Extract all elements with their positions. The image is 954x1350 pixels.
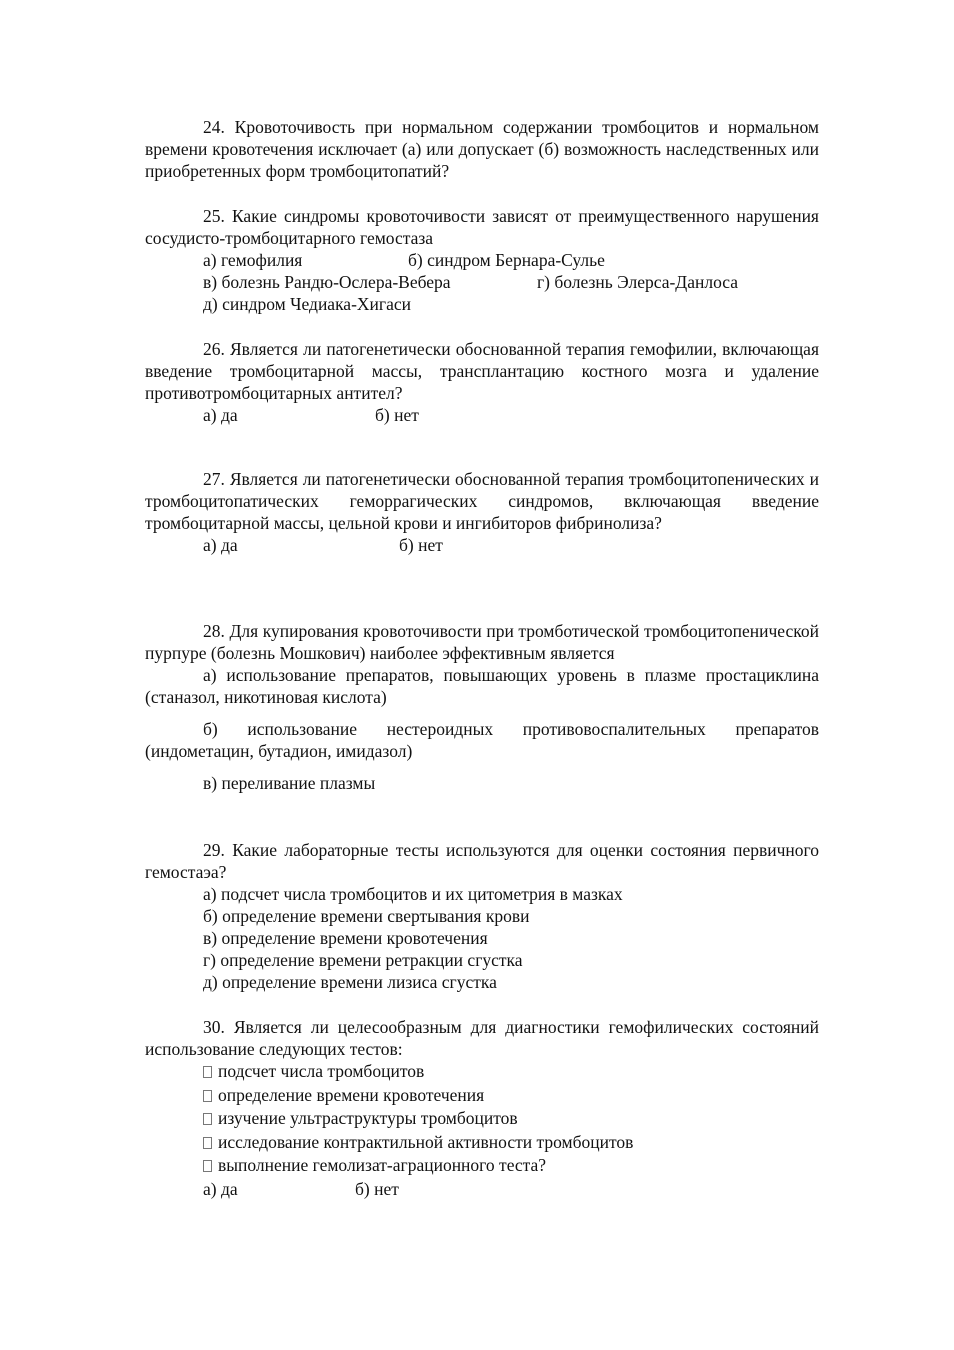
- bullet-item: исследование контрактильной активности тромбоцитов: [145, 1131, 819, 1155]
- question-29: [145, 839, 819, 993]
- question-text: 26. Является ли патогенетически обоснованной терапия гемофилии, включающая введение тромбоцитарной массы, трансплантацию костного мозга и удаление противотромбоцитарных антител?: [145, 339, 819, 403]
- option: а) использование препаратов, повышающих уровень в плазме простациклина (станазол, никотиновая кислота): [145, 665, 819, 707]
- option-row: [145, 927, 819, 949]
- option-row: [145, 883, 819, 905]
- option: б) нет: [375, 405, 419, 425]
- question-27: [145, 468, 819, 556]
- question-30: [145, 1016, 819, 1200]
- option: а) да: [203, 535, 238, 555]
- question-26: [145, 338, 819, 426]
- option-row: [145, 971, 819, 993]
- square-bullet-icon: [203, 1090, 212, 1102]
- option: б) использование нестероидных противовоспалительных препаратов (индометацин, бутадион, имидазол): [145, 719, 819, 761]
- option: в) определение времени кровотечения: [203, 928, 488, 948]
- square-bullet-icon: [203, 1160, 212, 1172]
- option-row: [145, 949, 819, 971]
- square-bullet-icon: [203, 1137, 212, 1149]
- option: в) переливание плазмы: [203, 773, 376, 793]
- bullet-item: определение времени кровотечения: [145, 1084, 819, 1108]
- option: д) синдром Чедиака-Хигаси: [203, 294, 411, 314]
- option: в) болезнь Рандю-Ослера-Вебера: [203, 272, 451, 292]
- question-28: [145, 620, 819, 794]
- bullet-item: подсчет числа тромбоцитов: [145, 1060, 819, 1084]
- option: д) определение времени лизиса сгустка: [203, 972, 497, 992]
- question-text: 25. Какие синдромы кровоточивости зависят от преимущественного нарушения сосудисто-тромбоцитарного гемостаза: [145, 206, 819, 248]
- question-text: 24. Кровоточивость при нормальном содержании тромбоцитов и нормальном времени кровотечения исключает (а) или допускает (б) возможность наследственных или приобретенных форм тромбоцитопатий?: [145, 117, 819, 181]
- option-row: [145, 534, 819, 556]
- option-row: [145, 293, 819, 315]
- option: а) гемофилия: [203, 250, 303, 270]
- option: б) синдром Бернара-Сулье: [408, 250, 605, 270]
- question-text: 30. Является ли целесообразным для диагностики гемофилических состояний использование следующих тестов:: [145, 1017, 819, 1059]
- option: г) определение времени ретракции сгустка: [203, 950, 523, 970]
- option-row: [145, 249, 819, 271]
- option-row: [145, 905, 819, 927]
- option: б) определение времени свертывания крови: [203, 906, 530, 926]
- option: б) нет: [355, 1178, 399, 1199]
- question-text: 27. Является ли патогенетически обоснованной терапия тромбоцитопенических и тромбоцитопатических геморрагических синдромов, включающая введение тромбоцитарной массы, цельной крови и ингибиторов фибринолиза?: [145, 469, 819, 533]
- option: а) да: [203, 405, 238, 425]
- bullet-item: выполнение гемолизат-аграционного теста?: [145, 1154, 819, 1178]
- question-text: 29. Какие лабораторные тесты используются для оценки состояния первичного гемостаэа?: [145, 840, 819, 882]
- bullet-item: изучение ультраструктуры тромбоцитов: [145, 1107, 819, 1131]
- option: г) болезнь Элерса-Данлоса: [537, 272, 739, 292]
- question-25: [145, 205, 819, 315]
- option-row: [145, 1178, 819, 1200]
- option-row: [145, 271, 819, 293]
- square-bullet-icon: [203, 1113, 212, 1125]
- option: б) нет: [399, 535, 443, 555]
- option-row: [145, 404, 819, 426]
- question-24: [145, 116, 819, 182]
- option: а) подсчет числа тромбоцитов и их цитометрия в мазках: [203, 884, 623, 904]
- option: а) да: [203, 1178, 238, 1199]
- square-bullet-icon: [203, 1066, 212, 1078]
- question-text: 28. Для купирования кровоточивости при тромботической тромбоцитопенической пурпуре (болезнь Мошкович) наиболее эффективным является: [145, 621, 819, 663]
